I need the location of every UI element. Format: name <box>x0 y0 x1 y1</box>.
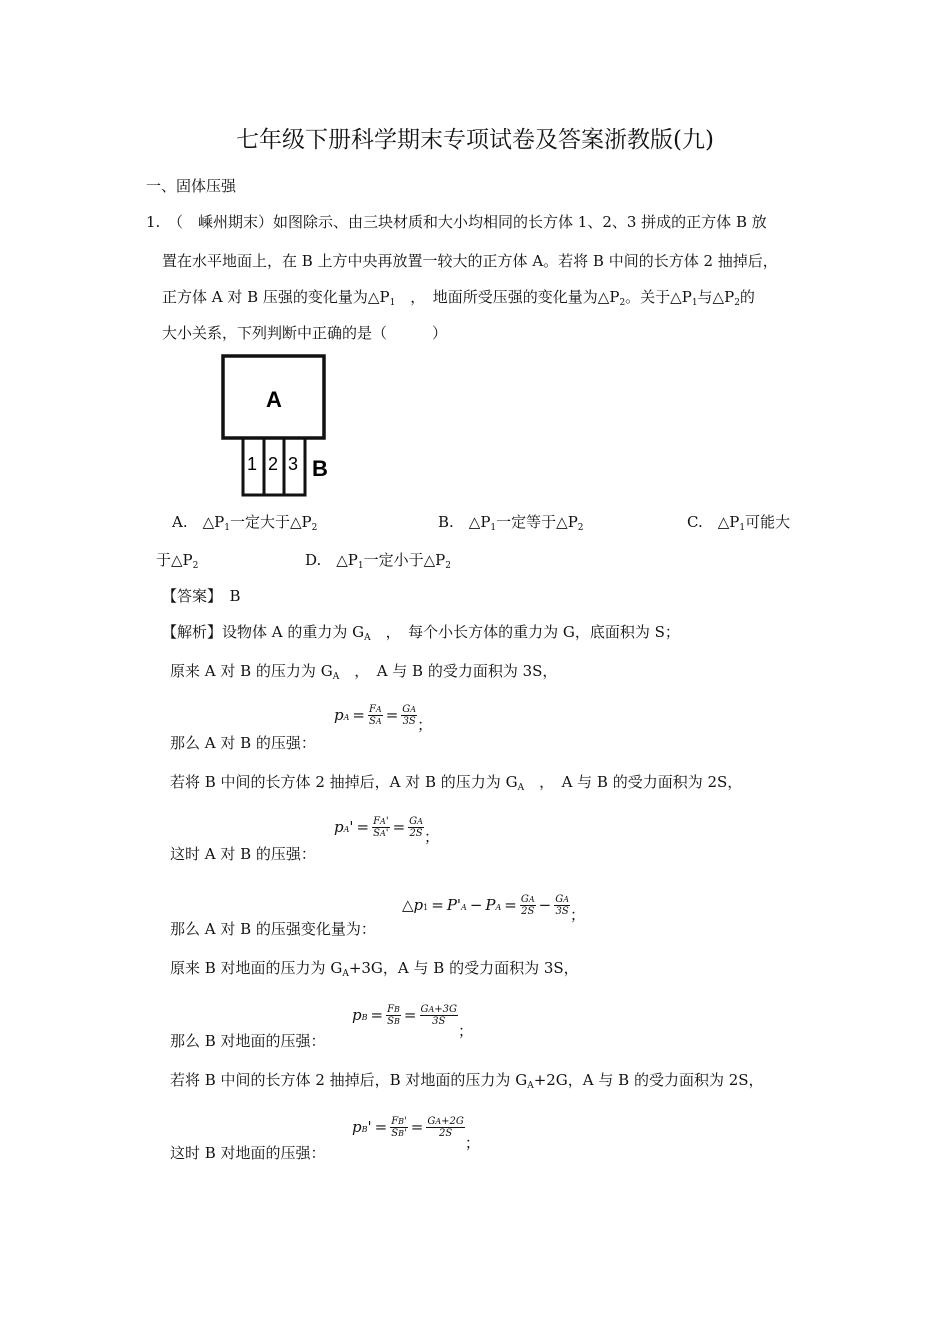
question-line-1: （ 嵊州期末）如图除示、由三块材质和大小均相同的长方体 1、2、3 拼成的正方体 B 放 <box>168 213 767 231</box>
question-number: 1. <box>146 213 161 231</box>
analysis-line-8: 那么 B 对地面的压强： <box>170 1032 326 1050</box>
analysis-line-7: 原来 B 对地面的压力为 $G_A+3G$，A 与 B 的受力面积为 3S， <box>170 959 579 979</box>
page-title: 七年级下册科学期末专项试卷及答案浙教版(九) <box>236 127 714 153</box>
answer-line: 【答案】 B <box>162 587 241 605</box>
label-3: 3 <box>288 454 299 474</box>
question-line-4: 大小关系，下列判断中正确的是（ ） <box>162 324 448 342</box>
label-2: 2 <box>268 454 279 474</box>
analysis-line-4: 若将 B 中间的长方体 2 抽掉后，A 对 B 的压力为 $G_A$ ， A 与 B 的受力面积为 2S， <box>170 773 743 793</box>
option-c-continued: 于$\triangle P_2$ <box>156 551 199 571</box>
label-b: B <box>312 456 328 481</box>
analysis-line-9: 若将 B 中间的长方体 2 抽掉后，B 对地面的压力为 $G_A+2G$，A 与 B 的受力面积为 2S， <box>170 1071 764 1091</box>
analysis-line-5: 这时 A 对 B 的压强： <box>170 845 316 863</box>
analysis-line-3: 那么 A 对 B 的压强： <box>170 734 316 752</box>
formula-pb: pB = $\frac{FB}{SB}$ = $\frac{GA+3G}{3S}$ ； <box>352 1004 474 1040</box>
analysis-line-6: 那么 A 对 B 的压强变化量为： <box>170 920 376 938</box>
analysis-line-2: 原来 A 对 B 的压力为 $G_A$ ， A 与 B 的受力面积为 3S， <box>170 662 558 682</box>
question-line-2: 置在水平地面上，在 B 上方中央再放置一较大的正方体 A。若将 B 中间的长方体 2 抽掉后， <box>162 252 778 270</box>
analysis-line-10: 这时 B 对地面的压强： <box>170 1144 326 1162</box>
formula-pa-prime: pA' = $\frac{FA'}{SA'}$ = $\frac{GA}{2S}$ ； <box>334 816 439 846</box>
label-1: 1 <box>247 454 258 474</box>
formula-pa: pA = $\frac{FA}{SA}$ = $\frac{GA}{3S}$ ； <box>334 704 433 734</box>
option-c: C. $\triangle P_1$可能大 <box>687 513 791 533</box>
option-b: B. $\triangle P_1$一定等于$\triangle P_2$ <box>438 513 584 533</box>
section-heading: 一、固体压强 <box>146 177 237 195</box>
answer-value: B <box>229 587 241 605</box>
question-line-3: 正方体 A 对 B 压强的变化量为$\triangle P_1$ ， 地面所受压强的变化量为$\triangle P_2$。关于$\triangle P_1$与$\triangle P_2$的 <box>162 288 755 308</box>
label-a: A <box>266 387 282 412</box>
formula-delta-p1: △p1 = P'A − PA = $\frac{GA}{2S}$ − $\frac{GA}{3S}$ ； <box>402 894 586 924</box>
option-d: D. $\triangle P_1$一定小于$\triangle P_2$ <box>305 551 451 571</box>
analysis-line-1: 【解析】设物体 A 的重力为 $G_A$ ， 每个小长方体的重力为 G，底面积为 S； <box>162 623 680 643</box>
cube-diagram <box>215 352 345 502</box>
option-a: A. $\triangle P_1$一定大于$\triangle P_2$ <box>172 513 318 533</box>
formula-pb-prime: pB' = $\frac{FB'}{SB'}$ = $\frac{GA+2G}{2S}$ ； <box>352 1116 480 1152</box>
